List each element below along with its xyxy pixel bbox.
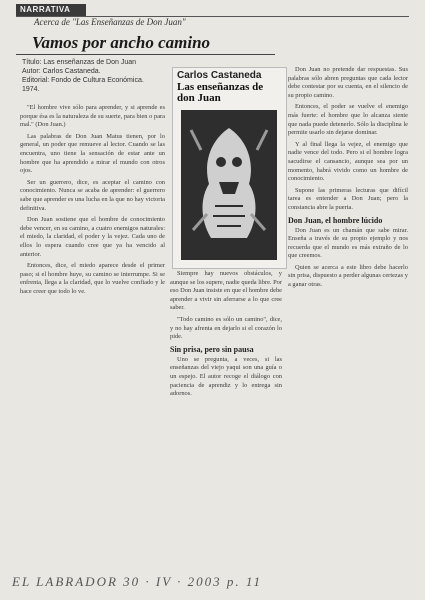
handwritten-source-note: EL LABRADOR 30 · IV · 2003 p. 11 [12,574,262,589]
cover-author: Carlos Castaneda [177,70,262,81]
cover-title: Las enseñanzas de don Juan [177,81,264,104]
kicker: Acerca de "Las Enseñanzas de Don Juan" [34,17,186,27]
book-year: 1974. [22,86,40,93]
book-info [22,58,172,94]
paragraph: "El hombre vive sólo para aprender, y si aprende es porque ésa es la naturaleza de su suerte, para bien o para mal." (Don Juan.) [20,104,165,129]
article-column-1 [20,104,165,566]
book-publisher: Editorial: Fondo de Cultura Económica. [22,77,144,84]
paragraph: Y al final llega la vejez, el enemigo que nadie vence del todo. Pero si el hombre logra sacudirse el cansancio, aunque sea por un momento, habrá vivido como un hombre de conocimiento. [288,140,408,183]
cover-art [181,110,277,260]
paragraph: Las palabras de Don Juan Matus tienen, por lo general, un poder que remueve al lector. Cuando se las encuentra, uno tiene la sensación de estar ante un hombre que ha aprendido a mirar el mundo con otros ojos. [20,132,165,175]
section-tag: NARRATIVA [16,4,86,16]
book-title: Título: Las enseñanzas de Don Juan [22,59,137,66]
headline: Vamos por ancho camino [32,33,211,52]
paragraph: Ser un guerrero, dice, es aceptar el camino con conocimiento. Nunca se acaba de aprender: el guerrero sabe que aprender es una lucha en la que no hay victoria definitiva. [20,178,165,212]
article-column-3 [288,66,408,574]
article-column-2 [170,270,282,570]
paragraph: Entonces, el poder se vuelve el enemigo más fuerte: el hombre que lo alcanza siente que nada puede detenerlo. Sólo la disciplina le permite usarlo sin dejarse dominar. [288,103,408,137]
paragraph: Entonces, dice, el miedo aparece desde el primer paso; si el hombre huye, su camino se interrumpe. Si se enfrenta, llega a la claridad, que lo vuelve confiado y le hace creer que todo lo ve. [20,262,165,295]
subheading: Sin prisa, pero sin pausa [170,344,254,354]
paragraph: Don Juan no pretende dar respuestas. Sus palabras sólo abren preguntas que cada lector debe contestar por su cuenta, en el silencio de su propio camino. [288,66,408,99]
subheading: Don Juan, el hombre lúcido [288,215,383,225]
paragraph: Supone las primeras lecturas que difícil tarea es entender a Don Juan; pero la constancia abre la puerta. [288,186,408,211]
book-author: Autor: Carlos Castaneda. [22,68,101,75]
paragraph: Don Juan sostiene que el hombre de conocimiento debe vencer, en su camino, a cuatro enemigos naturales: el miedo, la claridad, el poder y la vejez. Cada uno de ellos lo espera cuando cree que ya ha vencido al anterior. [20,216,165,258]
paragraph: Siempre hay nuevos obstáculos, y aunque se los supere, nadie queda libre. Por eso Don Juan insiste en que el hombre debe aprender a vivir sin aferrarse a lo que cree saber. [170,270,282,312]
headline-rule [16,54,275,55]
paragraph: Don Juan es un chamán que sabe mirar. Enseña a través de su propio ejemplo y nos recuerda que el mundo es más extraño de lo que creemos. [288,226,408,260]
cover-illustration-icon [181,110,277,260]
book-cover-image [172,67,287,269]
paragraph: Uno se pregunta, a veces, si las enseñanzas del viejo yaqui son una guía o un espejo. El autor recoge el diálogo con paciencia de aprendiz y lo entrega sin adornos. [170,355,282,398]
paragraph: Quien se acerca a este libro debe hacerlo sin prisa, dispuesto a perder algunas certezas y a ganar otras. [288,263,408,289]
paragraph: "Todo camino es sólo un camino", dice, y no hay afrenta en dejarlo si el corazón lo pide. [170,315,282,341]
